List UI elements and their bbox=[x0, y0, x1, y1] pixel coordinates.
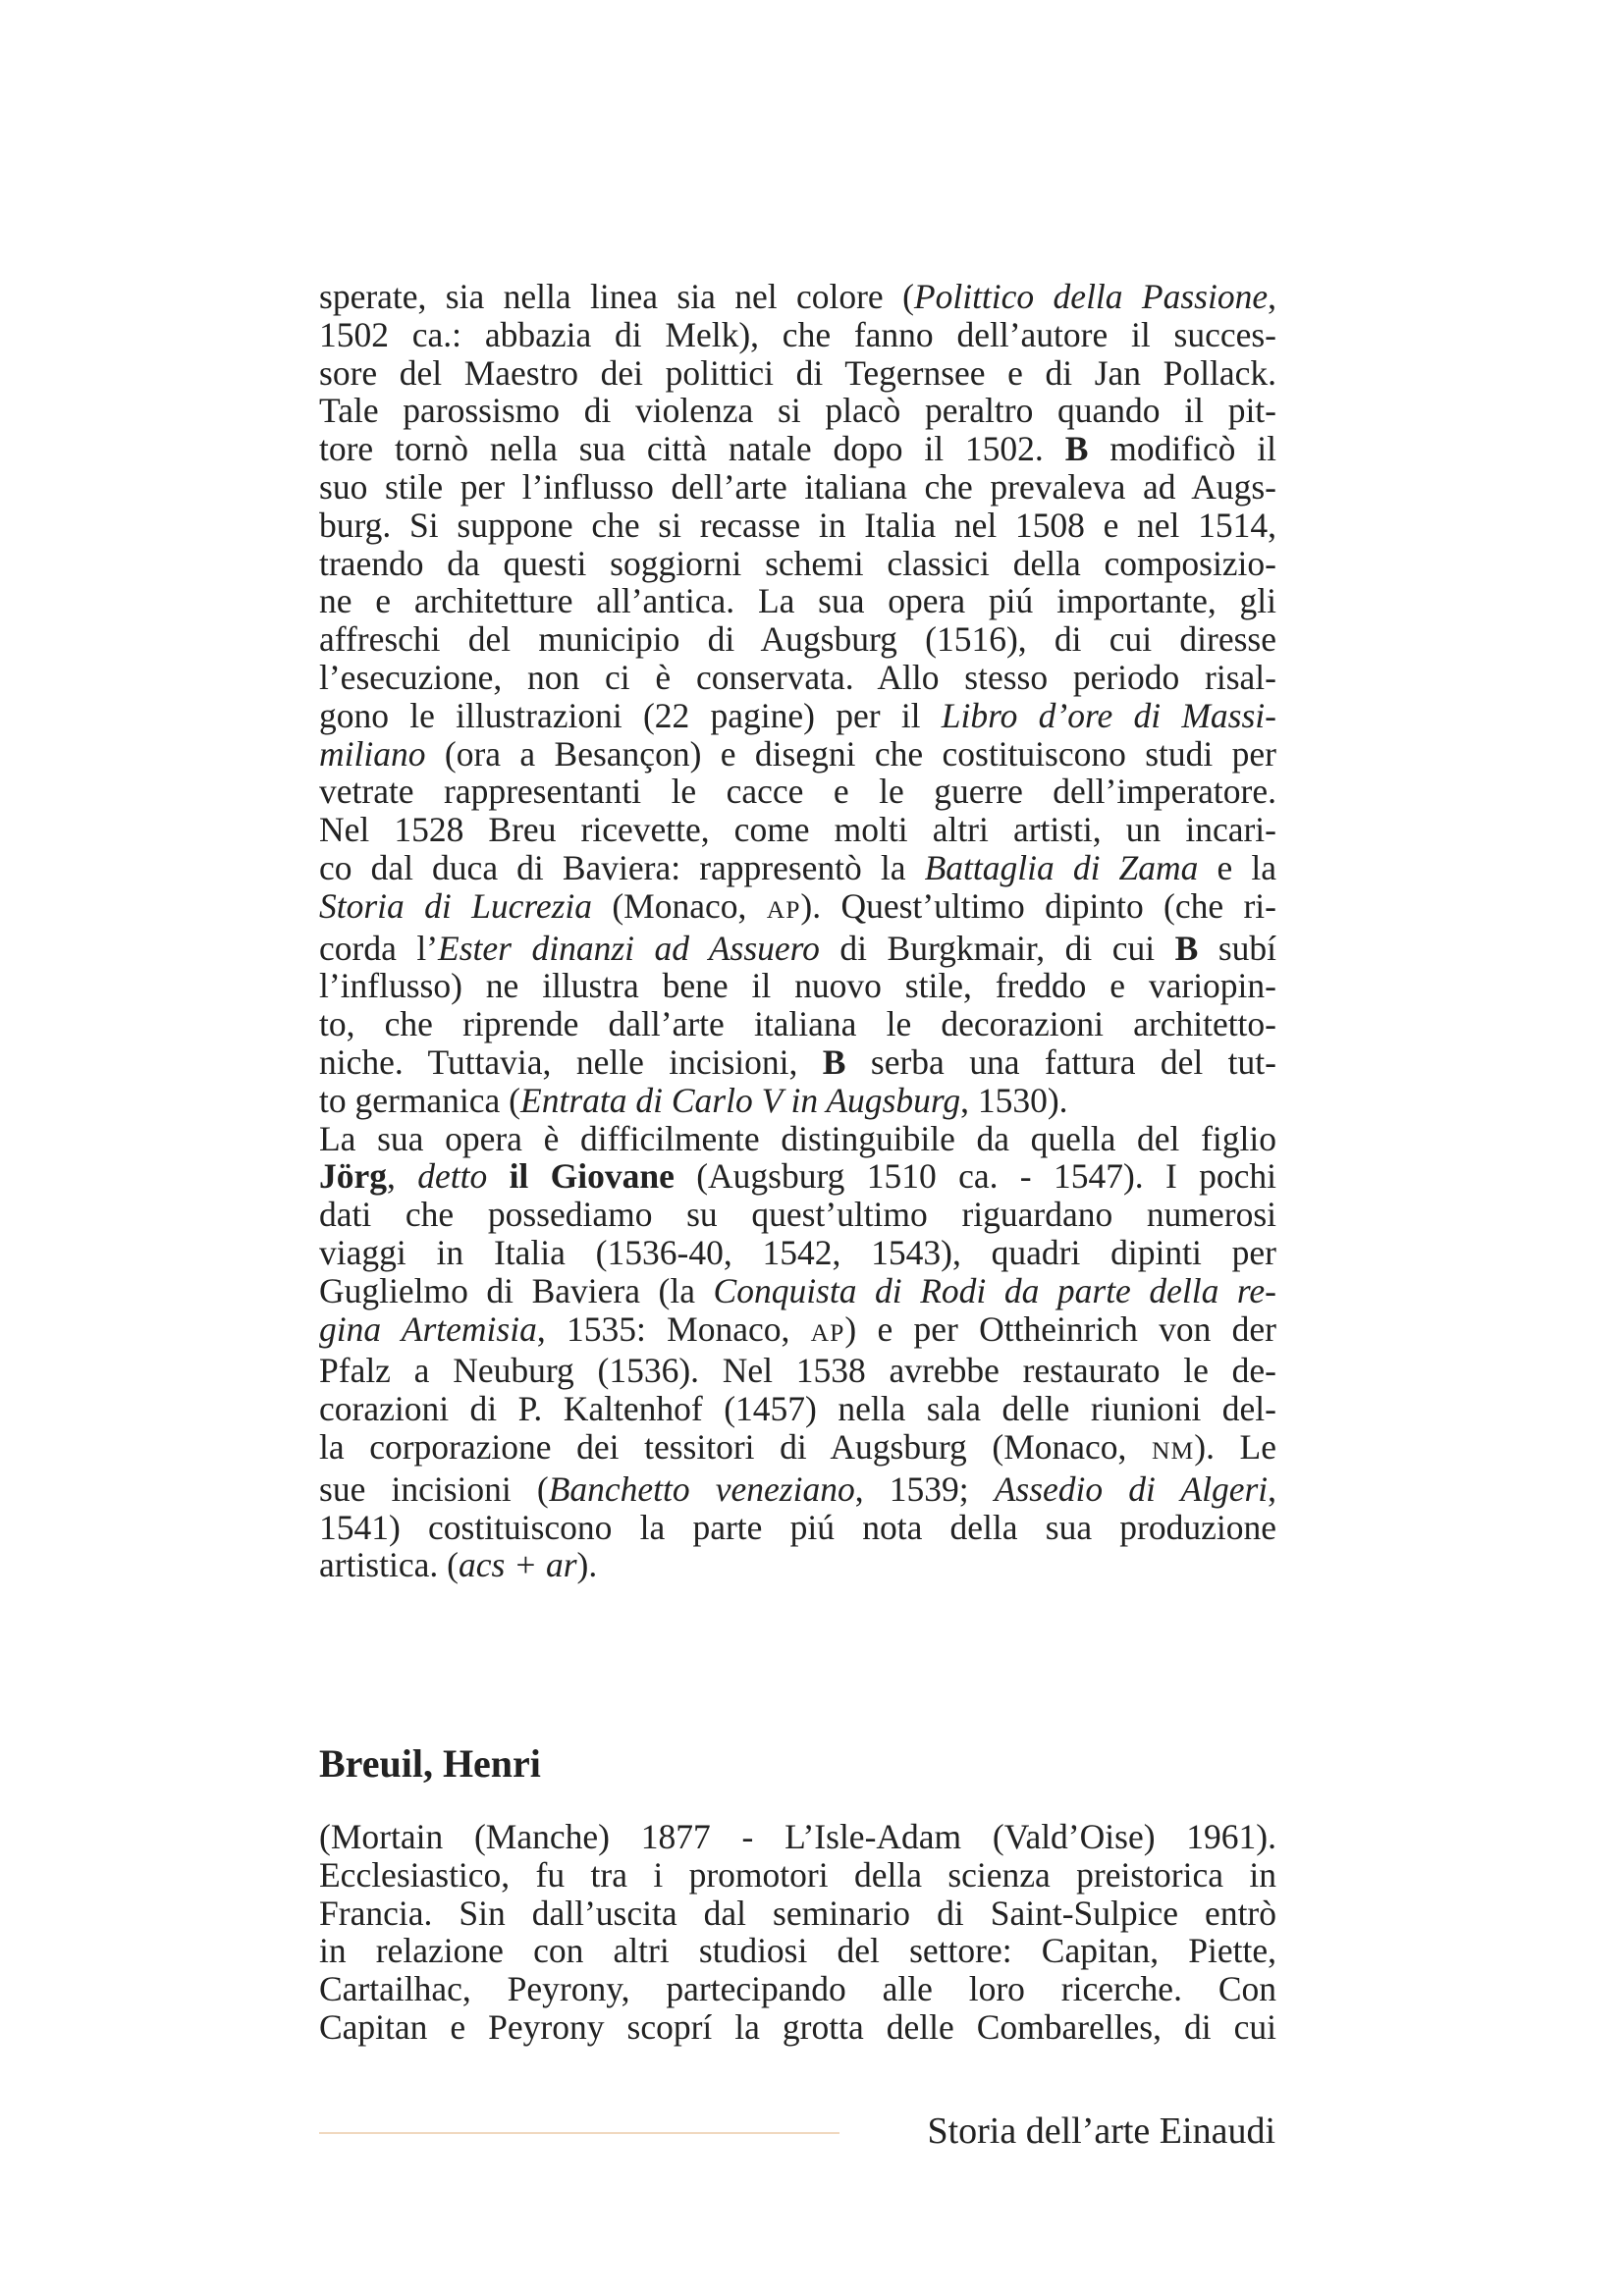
text-line: co dal duca di Baviera: rappresentò la Battaglia di Zama e la bbox=[319, 847, 1276, 887]
text-line: niche. Tuttavia, nelle incisioni, B serba una fattura del tut- bbox=[319, 1041, 1276, 1082]
footer-rule bbox=[319, 2132, 839, 2134]
text-line: gono le illustrazioni (22 pagine) per il Libro d’ore di Massi- bbox=[319, 695, 1276, 735]
text-line: Pfalz a Neuburg (1536). Nel 1538 avrebbe restaurato le de- bbox=[319, 1351, 1276, 1391]
text-line: corazioni di P. Kaltenhof (1457) nella sala delle riunioni del- bbox=[319, 1389, 1276, 1429]
text-line: suo stile per l’influsso dell’arte italiana che prevaleva ad Augs- bbox=[319, 466, 1276, 507]
text-line: to germanica (Entrata di Carlo V in Augsburg, 1530). bbox=[319, 1080, 1068, 1120]
text-line: Cartailhac, Peyrony, partecipando alle loro ricerche. Con bbox=[319, 1969, 1276, 2009]
text-line: corda l’Ester dinanzi ad Assuero di Burgkmair, di cui B subí bbox=[319, 928, 1277, 968]
text-line: miliano (ora a Besançon) e disegni che costituiscono studi per bbox=[319, 733, 1276, 774]
text-line: la corporazione dei tessitori di Augsburg (Monaco, NM). Le bbox=[319, 1426, 1276, 1467]
entry-heading: Breuil, Henri bbox=[319, 1741, 541, 1786]
text-line: vetrate rappresentanti le cacce e le guerre dell’imperatore. bbox=[319, 772, 1276, 812]
text-line: in relazione con altri studiosi del settore: Capitan, Piette, bbox=[319, 1931, 1276, 1971]
text-line: Ecclesiastico, fu tra i promotori della scienza preistorica in bbox=[319, 1854, 1276, 1895]
text-line: Tale parossismo di violenza si placò peraltro quando il pit- bbox=[319, 391, 1276, 431]
footer-title: Storia dell’arte Einaudi bbox=[927, 2110, 1275, 2152]
text-line: affreschi del municipio di Augsburg (1516), di cui diresse bbox=[319, 619, 1276, 660]
text-line: dati che possediamo su quest’ultimo riguardano numerosi bbox=[319, 1195, 1276, 1235]
text-line: Nel 1528 Breu ricevette, come molti altri artisti, un incari- bbox=[319, 810, 1276, 850]
text-line: gina Artemisia, 1535: Monaco, AP) e per Ottheinrich von der bbox=[319, 1308, 1276, 1349]
text-line: ne e architetture all’antica. La sua opera piú importante, gli bbox=[319, 581, 1276, 621]
text-line: 1541) costituiscono la parte piú nota della sua produzione bbox=[319, 1507, 1276, 1547]
text-line: Guglielmo di Baviera (la Conquista di Rodi da parte della re- bbox=[319, 1270, 1276, 1310]
text-line: Storia di Lucrezia (Monaco, AP). Quest’ultimo dipinto (che ri- bbox=[319, 885, 1276, 926]
text-line: traendo da questi soggiorni schemi classici della composizio- bbox=[319, 543, 1276, 583]
text-line: Capitan e Peyrony scoprí la grotta delle Combarelles, di cui bbox=[319, 2006, 1276, 2047]
text-line: l’influsso) ne illustra bene il nuovo stile, freddo e variopin- bbox=[319, 966, 1276, 1006]
text-line: artistica. (acs + ar). bbox=[319, 1545, 598, 1585]
text-line: 1502 ca.: abbazia di Melk), che fanno dell’autore il succes- bbox=[319, 314, 1276, 354]
text-line: viaggi in Italia (1536-40, 1542, 1543), quadri dipinti per bbox=[319, 1232, 1276, 1272]
text-line: (Mortain (Manche) 1877 - L’Isle-Adam (Vald’Oise) 1961). bbox=[319, 1817, 1276, 1856]
text-line: l’esecuzione, non ci è conservata. Allo stesso periodo risal- bbox=[319, 657, 1276, 697]
entry-body-text bbox=[319, 1818, 1276, 2047]
text-line: tore tornò nella sua città natale dopo il 1502. B modificò il bbox=[319, 429, 1276, 469]
text-line: to, che riprende dall’arte italiana le decorazioni architetto- bbox=[319, 1004, 1276, 1044]
text-line: La sua opera è difficilmente distinguibile da quella del figlio bbox=[319, 1118, 1276, 1158]
text-line: sue incisioni (Banchetto veneziano, 1539; Assedio di Algeri, bbox=[319, 1468, 1277, 1509]
body-text-continuation bbox=[319, 278, 1276, 1584]
text-line: sperate, sia nella linea sia nel colore (Polittico della Passione, bbox=[319, 277, 1276, 316]
text-line: Jörg, detto il Giovane (Augsburg 1510 ca. - 1547). I pochi bbox=[319, 1156, 1277, 1197]
text-line: burg. Si suppone che si recasse in Italia nel 1508 e nel 1514, bbox=[319, 505, 1276, 545]
text-line: Francia. Sin dall’uscita dal seminario di Saint-Sulpice entrò bbox=[319, 1893, 1276, 1933]
text-line: sore del Maestro dei polittici di Tegernsee e di Jan Pollack. bbox=[319, 352, 1276, 393]
